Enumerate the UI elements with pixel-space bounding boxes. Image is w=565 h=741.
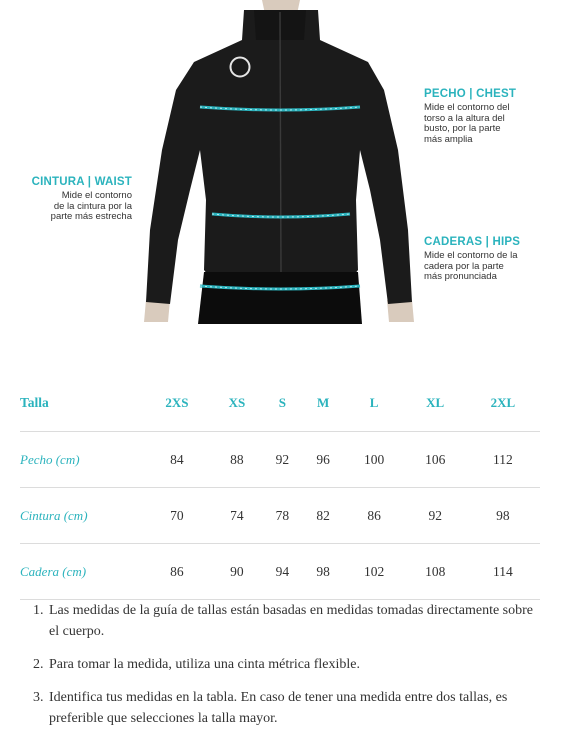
- table-cell: 92: [428, 507, 442, 523]
- table-row-waist: [20, 488, 540, 544]
- table-cell: 106: [425, 451, 446, 467]
- table-cell: 102: [363, 563, 385, 579]
- size-header: 2XL: [490, 395, 516, 410]
- waist-desc-line: de la cintura por la: [53, 200, 132, 212]
- waist-desc-line: parte más estrecha: [50, 211, 132, 222]
- table-cell: 94: [275, 563, 290, 579]
- waist-heading: CINTURA | WAIST: [31, 176, 132, 188]
- chest-description: [424, 103, 524, 145]
- chest-desc-line: busto, por la parte: [424, 123, 501, 134]
- table-row-hips: [20, 544, 540, 600]
- row-label: Cintura (cm): [20, 507, 88, 523]
- waist-description: [20, 191, 132, 223]
- note-text: Identifica tus medidas en la tabla. En caso de tener una medida entre dos tallas, es preferible que selecciones la talla mayor.: [49, 690, 508, 726]
- table-cell: 90: [230, 563, 244, 579]
- notes-list: [33, 600, 533, 741]
- table-header-row: [20, 375, 540, 432]
- note-number: 3.: [33, 690, 44, 705]
- note-text: Las medidas de la guía de tallas están basadas en medidas tomadas directamente sobre el cuerpo.: [49, 603, 533, 639]
- waist-desc-line: Mide el contorno: [61, 190, 132, 201]
- waist-annotation: [20, 176, 132, 223]
- table-cell: 98: [316, 563, 330, 579]
- note-item: [33, 654, 533, 675]
- chest-desc-line: torso a la altura del: [424, 112, 505, 124]
- note-item: [33, 600, 533, 642]
- size-header: M: [316, 395, 330, 410]
- logo-center: [234, 61, 246, 73]
- table-cell: 86: [367, 507, 381, 523]
- size-header: S: [278, 395, 286, 410]
- hips-desc-line: Mide el contorno de la: [424, 250, 518, 261]
- note-item: [33, 687, 533, 729]
- size-header-label: Talla: [20, 395, 49, 410]
- table-cell: 92: [275, 451, 290, 467]
- table-cell: 98: [496, 507, 510, 523]
- note-number: 1.: [33, 603, 44, 618]
- row-label: Pecho (cm): [20, 451, 80, 467]
- size-header: XL: [426, 395, 445, 410]
- row-label: Cadera (cm): [20, 563, 87, 579]
- chest-desc-line: más amplia: [424, 133, 473, 145]
- chest-heading: PECHO | CHEST: [424, 88, 517, 100]
- hips-heading: CADERAS | HIPS: [424, 236, 521, 248]
- table-cell: 84: [170, 451, 184, 467]
- hips-desc-line: más pronunciada: [424, 271, 497, 282]
- size-table: [20, 375, 540, 600]
- table-cell: 74: [230, 507, 244, 523]
- size-header: L: [369, 395, 379, 410]
- shorts: [198, 272, 362, 324]
- table-cell: 78: [275, 507, 290, 523]
- table-cell: 70: [170, 507, 184, 523]
- size-header: 2XS: [165, 395, 189, 410]
- note-text: Para tomar la medida, utiliza una cinta métrica flexible.: [49, 657, 360, 672]
- hips-desc-line: cadera por la parte: [424, 260, 504, 272]
- table-cell: 96: [316, 451, 330, 467]
- hips-description: [424, 251, 524, 283]
- note-number: 2.: [33, 657, 44, 672]
- table-cell: 112: [493, 451, 513, 467]
- table-row-chest: [20, 432, 540, 488]
- hips-annotation: [424, 236, 524, 283]
- table-cell: 82: [316, 507, 330, 523]
- chest-desc-line: Mide el contorno del: [424, 102, 510, 113]
- size-header: XS: [228, 395, 246, 410]
- table-cell: 86: [170, 563, 184, 579]
- table-cell: 88: [230, 451, 244, 467]
- jacket-body: [146, 10, 412, 304]
- table-cell: 114: [493, 563, 513, 579]
- chest-annotation: [424, 88, 524, 145]
- table-cell: 100: [363, 451, 385, 467]
- table-cell: 108: [425, 563, 446, 579]
